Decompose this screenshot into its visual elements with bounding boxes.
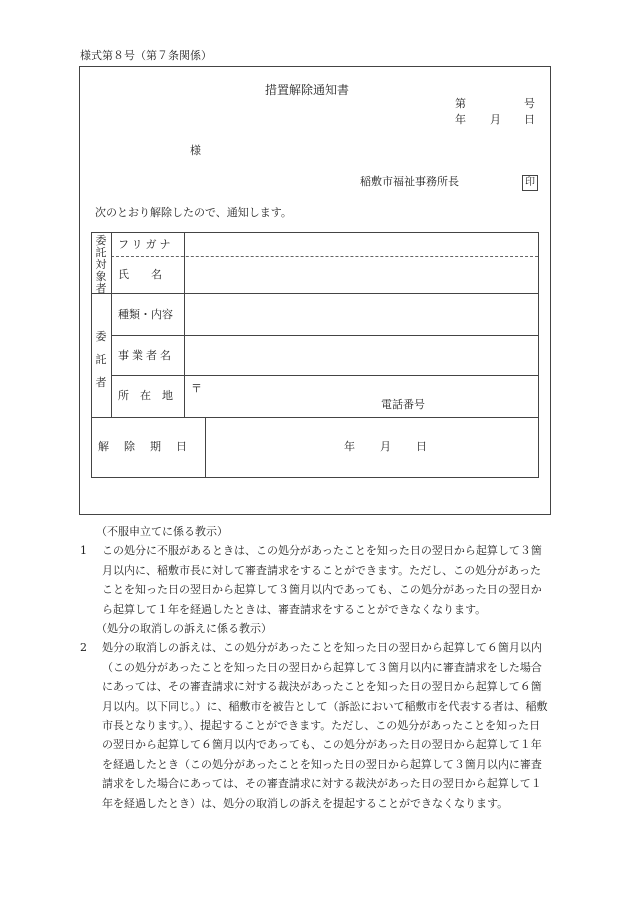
postal-mark: 〒	[191, 382, 202, 395]
date-day: 日	[524, 113, 535, 126]
date-year: 年	[455, 113, 466, 126]
kind-content-label: 種類・内容	[118, 308, 173, 321]
release-year: 年	[344, 440, 355, 453]
release-month: 月	[380, 440, 391, 453]
phone-label: 電話番号	[381, 398, 425, 411]
item-number: 1	[80, 544, 87, 558]
appeal-instruction-heading: （不服申立てに係る教示）	[96, 525, 228, 538]
release-day: 日	[416, 440, 427, 453]
seal-mark: 印	[522, 175, 538, 191]
revocation-suit-item	[80, 638, 550, 813]
entrustment-target-group-label: 委託対象者	[95, 234, 107, 296]
addressee-suffix: 様	[190, 144, 201, 157]
appeal-instruction-item	[80, 541, 550, 619]
date-month: 月	[490, 113, 501, 126]
document-title: 措置解除通知書	[265, 83, 350, 97]
form-number-label: 様式第８号（第７条関係）	[80, 49, 212, 62]
revocation-suit-text: 処分の取消しの訴えは、この処分があったことを知った日の翌日から起算して６箇月以内（この処分があったことを知った日の翌日から起算して３箇月以内に審査請求をした場合にあっては、その審査請求に対する裁決があったことを知った日の翌日から起算して６箇月以内。以下同じ。）に、稲敷市を被告として（訴訟において稲敷市を代表する者は、稲敷市長となります。）、提起することができます。ただし、この処分があったことを知った日の翌日から起算して６箇月以内であっても、この処分があった日の翌日から起算して１年を経過したとき（この処分があったことを知った日の翌日から起算して３箇月以内に審査請求をした場合にあっては、その審査請求に対する裁決があった日の翌日から起算して１年を経過したとき）は、処分の取消しの訴えを提起することができなくなります。	[102, 641, 548, 810]
revocation-suit-heading: （処分の取消しの訴えに係る教示）	[96, 622, 272, 636]
release-date-label: 解 除 期 日	[98, 440, 189, 453]
item-number: 2	[80, 641, 87, 655]
address-label: 所 在 地	[118, 389, 173, 402]
entrustee-group-label: 委託者	[95, 330, 107, 389]
appeal-instruction-text: この処分に不服があるときは、この処分があったことを知った日の翌日から起算して３箇月以内に、稲敷市長に対して審査請求をすることができます。ただし、この処分があったことを知った日の翌日から起算して３箇月以内であっても、この処分があった日の翌日から起算して１年を経過したときは、審査請求をすることができなくなります。	[102, 544, 542, 616]
instruction-notes	[80, 522, 550, 813]
issuer-name: 稲敷市福祉事務所長	[360, 175, 459, 188]
number-dai: 第	[455, 97, 466, 110]
business-name-label: 事業者名	[118, 349, 174, 362]
furigana-label: フリガナ	[118, 238, 174, 251]
number-go: 号	[524, 97, 535, 110]
name-label: 氏 名	[118, 268, 162, 281]
intro-text: 次のとおり解除したので、通知します。	[95, 206, 292, 219]
